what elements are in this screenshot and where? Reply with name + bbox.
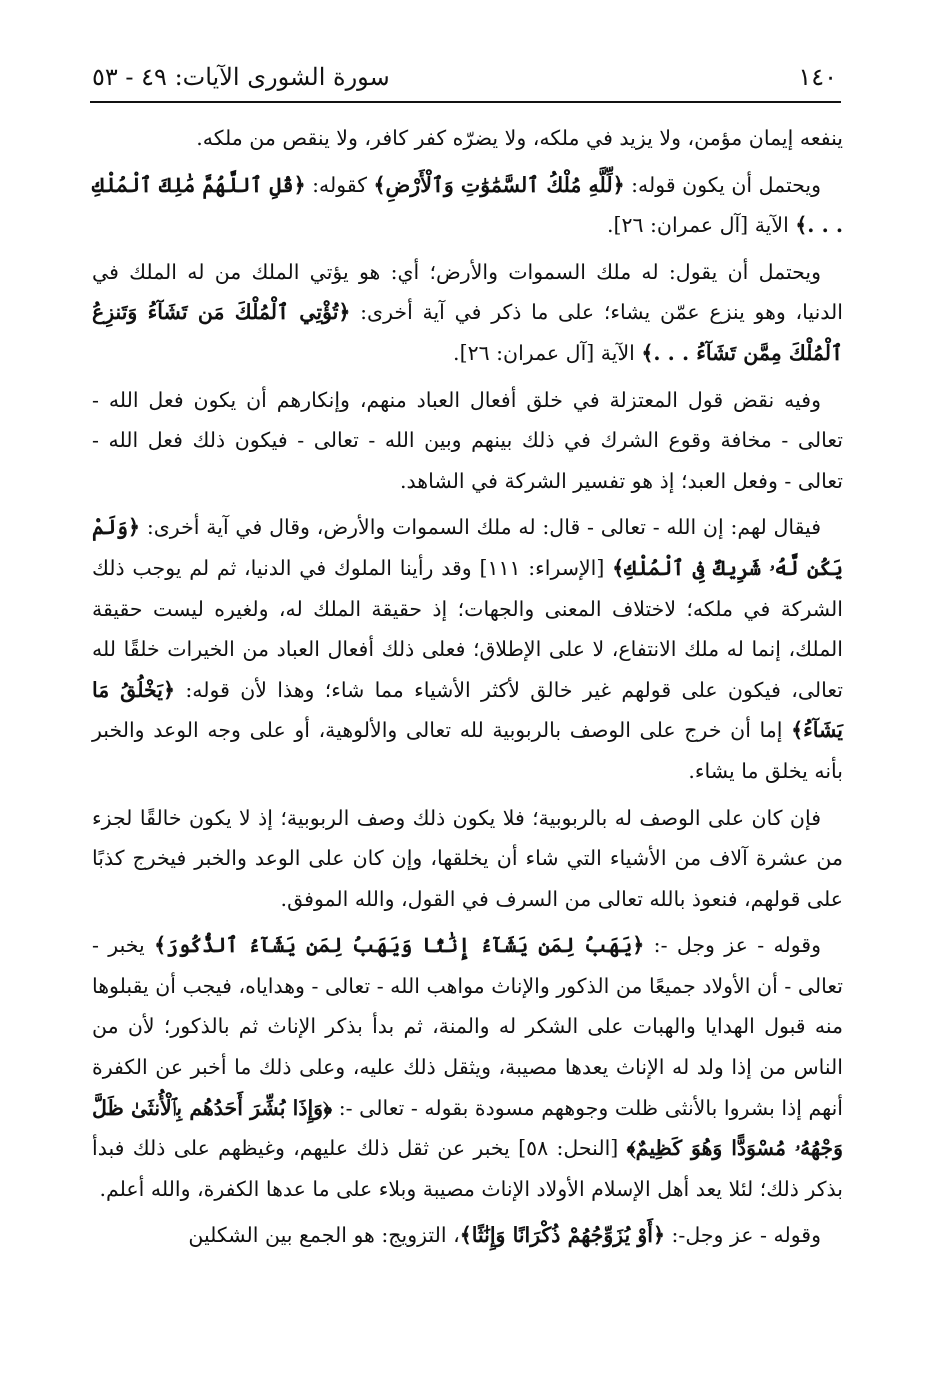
paragraph [92,925,843,1209]
quran-quote: ﴿يَهَبُ لِمَن يَشَآءُ إِنَٰثًا وَيَهَبُ لِمَن يَشَآءُ ٱلذُّكُورَ﴾ [154,933,645,958]
header-divider [90,101,841,103]
paragraph-text: وفيه نقض قول المعتزلة في خلق أفعال العباد منهم، وإنكارهم أن يكون فعل الله - تعالى - مخافة وقوع الشرك في ذلك بينهم وبين الله - تعالى - فيكون ذلك فعل الله - تعالى - وفعل العبد؛ إذ هو تفسير الشركة في الشاهد. [92,387,843,493]
quran-quote: ﴿وَلَمْ يَكُن لَّهُۥ شَرِيكٌ فِى ٱلْمُلْكِ﴾ [92,515,843,580]
quran-quote: ﴿يَخْلُقُ مَا يَشَآءُ﴾ [92,677,843,743]
paragraph [92,507,843,791]
paragraph-text: [الإسراء: ١١١] وقد رأينا الملوك في الدنيا، ثم لم يوجب ذلك الشركة في ملكه؛ لاختلاف المعنى والجهات؛ إذ حقيقة الملك له، ولغيره ليست حقيقة الملك، إنما له ملك الانتفاع، لا على الإطلاق؛ فعلى ذلك أفعال العباد من الخيرات خلقًا لله تعالى، فيكون على قولهم غير خالق لأكثر الأشياء مما شاء؛ وهذا لأن قوله: [92,555,843,702]
paragraph-text: ويحتمل أن يكون قوله: [624,172,821,197]
paragraph-text: فيقال لهم: إن الله - تعالى - قال: له ملك السموات والأرض، وقال في آية أخرى: [140,515,821,540]
paragraph [92,118,843,159]
paragraph-text: ينفعه إيمان مؤمن، ولا يزيد في ملكه، ولا يضرّه كفر كافر، ولا ينقص من ملكه. [196,126,843,150]
quran-quote: ﴿لِّلَّهِ مُلْكُ ٱلسَّمَٰوَٰتِ وَٱلْأَرْضِ﴾ [373,172,625,197]
quran-quote: ﴿وَإِذَا بُشِّرَ أَحَدُهُم بِٱلْأُنثَىٰ ظَلَّ وَجْهُهُۥ مُسْوَدًّا وَهُوَ كَظِيمٌ﴾ [92,1095,843,1161]
paragraph [92,798,843,920]
paragraph-text: الآية [آل عمران: ٢٦]. [606,213,796,238]
paragraph-text: [النحل: ٥٨] يخبر عن ثقل ذلك عليهم، وغيظهم على ذلك فبدأ بذكر ذلك؛ لئلا يعد أهل الإسلام الأولاد الإناث مصيبة وبلاء على ما عدها الكفرة، والله أعلم. [92,1136,843,1201]
paragraph-text: وقوله - عز وجل-: [665,1223,821,1248]
running-title: سورة الشورى الآيات: ٤٩ - ٥٣ [92,63,390,91]
paragraph-text: ويحتمل أن يقول: له ملك السموات والأرض؛ أي: هو يؤتي الملك من له الملك في الدنيا، وهو ينزع عمّن يشاء؛ على ما ذكر في آية أخرى: [92,259,843,325]
page-header [92,56,837,98]
paragraph-text: كقوله: [305,172,374,197]
paragraph [92,165,843,246]
quran-quote: ﴿أَوْ يُزَوِّجُهُمْ ذُكْرَانًا وَإِنَٰثًا﴾ [459,1223,665,1248]
main-text [92,118,843,1262]
quran-quote: ﴿تُؤْتِي ٱلْمُلْكَ مَن تَشَآءُ وَتَنزِعُ ٱلْمُلْكَ مِمَّن تَشَآءُ . . .﴾ [92,300,843,365]
paragraph-text: وقوله - عز وجل -: [644,933,822,958]
paragraph [92,252,843,374]
paragraph [92,1215,843,1256]
quran-quote: ﴿قُلِ ٱللَّهُمَّ مَٰلِكَ ٱلْمُلْكِ . . .﴾ [91,172,843,238]
paragraph-text: يخبر - تعالى - أن الأولاد جميعًا من الذكور والإناث مواهب الله - تعالى - وهداياه، فيجب أن يقبلوها منه قبول الهدايا والهبات على الشكر له والمنة، ثم بدأ بذكر الإناث ثم بالذكور؛ لأن من الناس من إذا ولد له الإناث يعدها مصيبة، ويثقل ذلك عليه، وعلى ذلك ما أخبر عن الكفرة أنهم إذا بشروا بالأنثى ظلت وجوههم مسودة بقوله - تعالى -: [92,933,843,1120]
paragraph [92,380,843,502]
paragraph-text: الآية [آل عمران: ٢٦]. [453,340,642,365]
paragraph-text: إما أن خرج على الوصف بالربوبية لله تعالى والألوهية، أو على وجه الوعد والخبر بأنه يخلق ما يشاء. [92,718,843,783]
paragraph-text: فإن كان على الوصف له بالربوبية؛ فلا يكون ذلك وصف الربوبية؛ إذ لا يكون خالقًا لجزء من عشرة آلاف من الأشياء التي شاء أن يخلقها، وإن كان على الوعد والخبر فيخرج كذبًا على قولهم، فنعوذ بالله تعالى من السرف في القول، والله الموفق. [92,805,843,911]
page-number: ١٤٠ [798,63,837,91]
paragraph-text: ، التزويج: هو الجمع بين الشكلين [188,1223,460,1248]
